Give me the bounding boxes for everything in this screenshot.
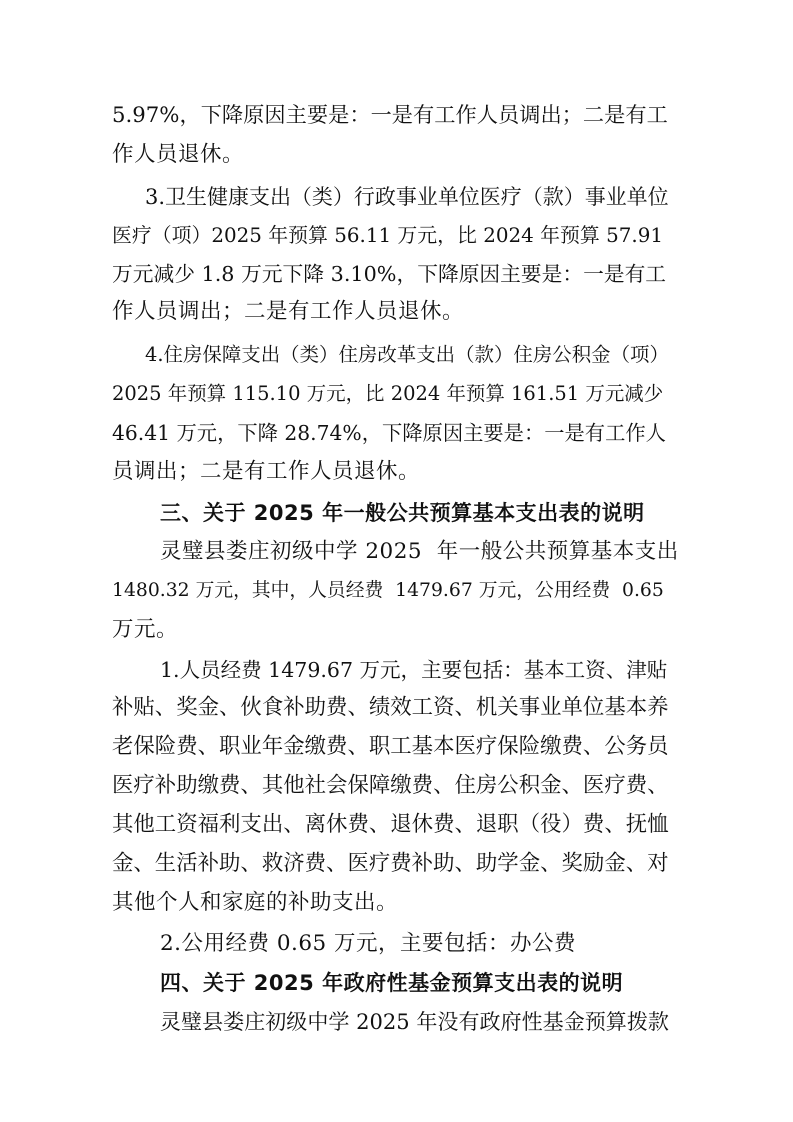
text-line: 老保险费、职业年金缴费、职工基本医疗保险缴费、公务员 [112,734,669,759]
section-heading: 四、关于 2025 年政府性基金预算支出表的说明 [160,971,624,995]
text-line: 万元。 [112,617,179,642]
text-line: 补贴、奖金、伙食补助费、绩效工资、机关事业单位基本养 [112,695,669,720]
text-line: 灵璧县娄庄初级中学 2025 年没有政府性基金预算拨款 [160,1009,669,1034]
text-line: 其他工资福利支出、离休费、退休费、退职（役）费、抚恤 [112,812,669,837]
text-line: 2025 年预算 115.10 万元，比 2024 年预算 161.51 万元减少 [112,382,664,405]
text-line: 员调出；二是有工作人员退休。 [112,459,421,484]
text-line: 作人员退休。 [112,142,245,167]
text-line: 4.住房保障支出（类）住房改革支出（款）住房公积金（项） [145,343,669,366]
text-line: 作人员调出；二是有工作人员退休。 [112,299,465,324]
text-line: 医疗补助缴费、其他社会保障缴费、住房公积金、医疗费、 [112,773,669,798]
text-line: 5.97%，下降原因主要是：一是有工作人员调出；二是有工 [112,103,668,128]
section-heading: 三、关于 2025 年一般公共预算基本支出表的说明 [160,501,645,525]
text-line: 金、生活补助、救济费、医疗费补助、助学金、奖励金、对 [112,851,669,876]
text-line: 1480.32 万元，其中，人员经费 1479.67 万元，公用经费 0.65 [112,580,664,601]
text-line: 3.卫生健康支出（类）行政事业单位医疗（款）事业单位 [145,185,669,209]
text-line: 其他个人和家庭的补助支出。 [112,890,399,915]
text-line: 灵璧县娄庄初级中学 2025 年一般公共预算基本支出 [160,539,679,564]
text-line: 46.41 万元，下降 28.74%，下降原因主要是：一是有工作人 [112,421,666,445]
text-line: 2.公用经费 0.65 万元，主要包括：办公费 [160,931,577,956]
text-line: 万元减少 1.8 万元下降 3.10%，下降原因主要是：一是有工 [112,262,667,286]
text-line: 医疗（项）2025 年预算 56.11 万元，比 2024 年预算 57.91 [112,224,663,247]
text-line: 1.人员经费 1479.67 万元，主要包括：基本工资、津贴 [160,658,668,682]
